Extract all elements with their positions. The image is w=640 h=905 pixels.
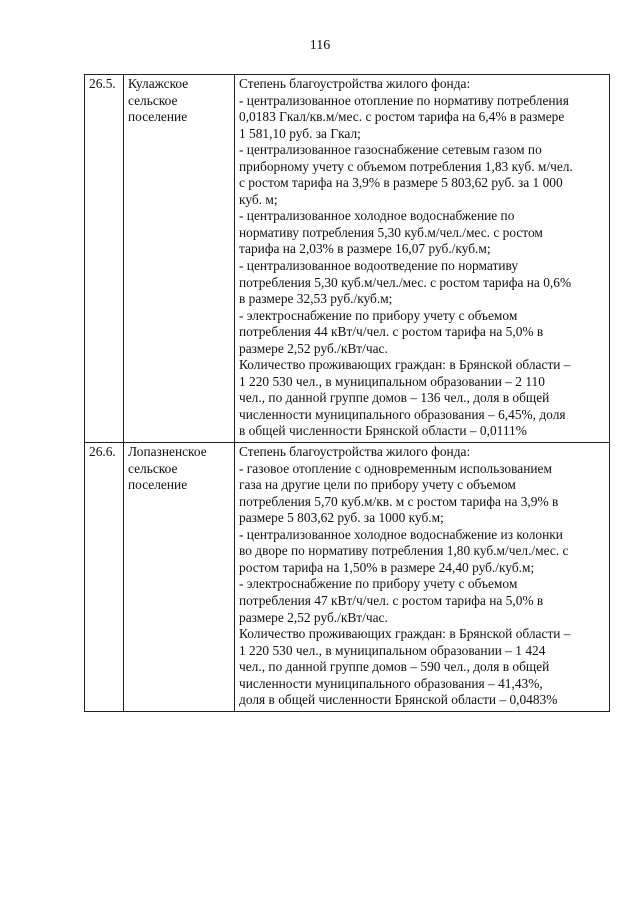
description-line: тарифа на 2,03% в размере 16,07 руб./куб.м; <box>239 241 491 257</box>
description-line: Степень благоустройства жилого фонда: <box>239 76 471 91</box>
settlement-name-line: Лопазненское <box>128 444 207 460</box>
settlement-name <box>124 75 235 443</box>
description-line: - централизованное отопление по нормативу потребления <box>239 92 569 108</box>
tariff-table <box>84 74 610 712</box>
description-line: Степень благоустройства жилого фонда: <box>239 444 471 460</box>
description-line: в общей численности Брянской области – 0,0111% <box>239 423 527 439</box>
description-line: - электроснабжение по прибору учету с объемом <box>239 576 518 592</box>
description-line: потребления 5,30 куб.м/чел./мес. с ростом тарифа на 0,6% <box>239 274 572 290</box>
description-line: 1 220 530 чел., в муниципальном образовании – 1 424 <box>239 642 546 658</box>
description-line: с ростом тарифа на 3,9% в размере 5 803,62 руб. за 1 000 <box>239 175 563 191</box>
row-number: 26.5. <box>85 75 124 443</box>
description-line: 0,0183 Гкал/кв.м/мес. с ростом тарифа на 6,4% в размере <box>239 109 565 125</box>
description-line: 1 220 530 чел., в муниципальном образовании – 2 110 <box>239 373 545 389</box>
table-row <box>85 443 610 712</box>
description-line: ростом тарифа на 1,50% в размере 24,40 руб./куб.м; <box>239 559 535 575</box>
description-line: Количество проживающих граждан: в Брянской области – <box>239 626 571 642</box>
description-line: - газовое отопление с одновременным использованием <box>239 460 552 476</box>
description-line: численности муниципального образования – 6,45%, доля <box>239 406 566 422</box>
row-number: 26.6. <box>85 443 124 712</box>
description-line: чел., по данной группе домов – 590 чел., доля в общей <box>239 659 550 675</box>
description-line: - централизованное газоснабжение сетевым газом по <box>239 142 542 158</box>
description-line: Количество проживающих граждан: в Брянской области – <box>239 357 571 373</box>
housing-description <box>235 443 610 712</box>
housing-description <box>235 75 610 443</box>
description-line: потребления 5,70 куб.м/кв. м с ростом тарифа на 3,9% в <box>239 493 559 509</box>
description-line: нормативу потребления 5,30 куб.м/чел./мес. с ростом <box>239 224 543 240</box>
settlement-name <box>124 443 235 712</box>
settlement-name-line: сельское <box>128 460 178 476</box>
description-line: в размере 32,53 руб./куб.м; <box>239 291 393 307</box>
description-line: - электроснабжение по прибору учету с объемом <box>239 307 518 323</box>
description-line: куб. м; <box>239 191 278 207</box>
description-line: приборному учету с объемом потребления 1,83 куб. м/чел. <box>239 158 573 174</box>
description-line: газа на другие цели по прибору учету с объемом <box>239 477 516 493</box>
page-number: 116 <box>309 38 331 53</box>
description-line: потребления 47 кВт/ч/чел. с ростом тарифа на 5,0% в <box>239 592 544 608</box>
description-line: - централизованное холодное водоснабжение по <box>239 208 515 224</box>
description-line: чел., по данной группе домов – 136 чел., доля в общей <box>239 390 550 406</box>
description-line: размере 2,52 руб./кВт/час. <box>239 609 388 625</box>
description-line: - централизованное водоотведение по нормативу <box>239 258 519 274</box>
description-line: 1 581,10 руб. за Гкал; <box>239 125 361 141</box>
settlement-name-line: поселение <box>128 477 188 493</box>
description-line: размере 2,52 руб./кВт/час. <box>239 340 388 356</box>
table-row <box>85 75 610 443</box>
description-line: численности муниципального образования – 41,43%, <box>239 675 543 691</box>
settlement-name-line: Кулажское <box>128 76 189 91</box>
description-line: во дворе по нормативу потребления 1,80 куб.м/чел./мес. с <box>239 543 569 559</box>
description-line: доля в общей численности Брянской области – 0,0483% <box>239 692 558 708</box>
settlement-name-line: сельское <box>128 92 178 108</box>
settlement-name-line: поселение <box>128 109 188 125</box>
description-line: потребления 44 кВт/ч/чел. с ростом тарифа на 5,0% в <box>239 324 544 340</box>
description-line: размере 5 803,62 руб. за 1000 куб.м; <box>239 510 444 526</box>
description-line: - централизованное холодное водоснабжение из колонки <box>239 526 563 542</box>
